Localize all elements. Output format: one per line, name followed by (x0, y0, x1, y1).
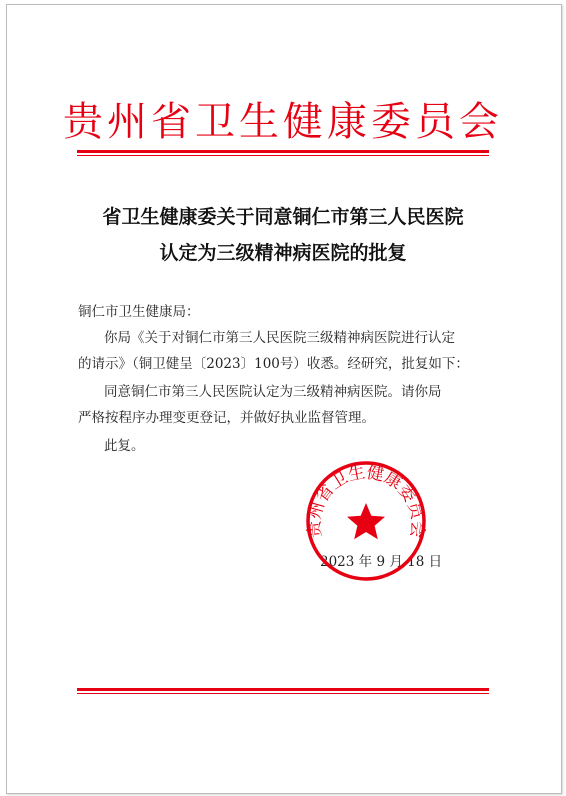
seal-text: 贵州省卫生健康委员会 (304, 462, 428, 539)
official-seal (304, 459, 428, 583)
paragraph-1-line-1: 你局《关于对铜仁市第三人民医院三级精神病医院进行认定 (104, 330, 455, 346)
header-divider-thin (77, 155, 489, 156)
document-title-line-1: 省卫生健康委关于同意铜仁市第三人民医院 (102, 206, 464, 228)
paragraph-2-line-2: 严格按程序办理变更登记，并做好执业监督管理。 (78, 410, 375, 426)
closing-remark: 此复。 (104, 438, 145, 454)
salutation: 铜仁市卫生健康局： (78, 304, 200, 320)
header-divider-thick (77, 150, 489, 153)
footer-divider-thin (77, 693, 489, 694)
paragraph-1-line-2: 的请示》（铜卫健呈〔2023〕100号）收悉。经研究，批复如下： (78, 356, 469, 372)
org-header-title: 贵州省卫生健康委员会 (63, 99, 503, 145)
paragraph-2-line-1: 同意铜仁市第三人民医院认定为三级精神病医院。请你局 (104, 384, 442, 400)
red-star-icon (347, 503, 385, 539)
issue-date: 2023 年 9 月 18 日 (320, 554, 443, 570)
document-title-line-2: 认定为三级精神病医院的批复 (159, 242, 407, 264)
footer-divider-thick (77, 688, 489, 691)
